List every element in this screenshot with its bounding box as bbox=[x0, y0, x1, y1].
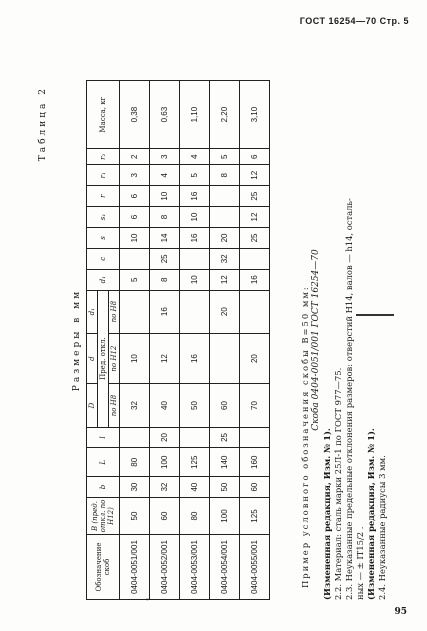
col-c: c bbox=[87, 248, 120, 269]
col-r2: r₂ bbox=[87, 149, 120, 165]
col-B: B (пред. откл. по H12) bbox=[87, 498, 120, 535]
table-row: 0404-0055/001 125 60 160 70 20 16 25 12 25 12 6 3,10 bbox=[240, 81, 270, 600]
col-L: L bbox=[87, 448, 120, 477]
col-d: d bbox=[87, 333, 98, 384]
edit-note-1: (Измененная редакция, Изм. № 1). bbox=[322, 428, 332, 600]
col-D: D bbox=[87, 384, 98, 427]
col-ph8b: по H8 bbox=[109, 290, 120, 333]
rotated-content bbox=[32, 80, 412, 600]
example-line: Пример условного обозначения скобы B=50 мм: bbox=[300, 285, 310, 588]
notes-block bbox=[300, 80, 388, 600]
example-designation: Скоба 0404-0051/001 ГОСТ 16254—70 bbox=[311, 249, 321, 431]
stray-mark: ᶜ bbox=[146, 596, 149, 605]
col-ph12: по H12 bbox=[109, 333, 120, 384]
data-table bbox=[86, 80, 270, 600]
col-ph8: по H8 bbox=[109, 384, 120, 427]
col-pred-otkl: Пред. откл. bbox=[98, 290, 109, 427]
note-2-3: 2.3. Неуказанные предельные отклонения размеров: отверстий H14, валов — h14, осталь- bbox=[344, 198, 354, 600]
col-mass: Масса, кг bbox=[87, 81, 120, 149]
note-2-2: 2.2. Материал: сталь марки 25Л-1 по ГОСТ 977—75. bbox=[333, 367, 343, 600]
note-2-3-cont: ных — ± IT15/2 . bbox=[355, 526, 365, 600]
col-s1: s₁ bbox=[87, 207, 120, 228]
table-row: 0404-0052/001 60 32 100 20 40 12 16 8 25 14 8 10 4 3 0,63 bbox=[150, 81, 180, 600]
table-label: Таблица 2 bbox=[38, 86, 48, 162]
note-2-4: 2.4. Неуказанные радиусы 3 мм. bbox=[377, 455, 387, 600]
col-designation: Обозначение скоб bbox=[87, 535, 120, 600]
table-row: 0404-0054/001 100 50 140 25 60 20 12 32 20 8 5 2,20 bbox=[210, 81, 240, 600]
table-row: 0404-0051/001 50 30 80 32 10 5 10 6 6 3 2 0,38 bbox=[120, 81, 150, 600]
col-d1: d₁ bbox=[87, 290, 98, 333]
dimensions-caption: Размеры в мм bbox=[72, 288, 82, 392]
col-r: r bbox=[87, 186, 120, 207]
page-number: 95 bbox=[394, 607, 407, 617]
col-l: l bbox=[87, 427, 120, 448]
col-s: s bbox=[87, 227, 120, 248]
table-row: 0404-0053/001 80 40 125 50 16 10 16 10 16 5 4 1,10 bbox=[180, 81, 210, 600]
col-d1b: d₁ bbox=[87, 269, 120, 290]
edit-note-2: (Измененная редакция, Изм. № 1). bbox=[366, 428, 376, 600]
col-b: b bbox=[87, 477, 120, 498]
page-header: ГОСТ 16254—70 Стр. 5 bbox=[299, 16, 409, 26]
col-r1: r₁ bbox=[87, 165, 120, 186]
